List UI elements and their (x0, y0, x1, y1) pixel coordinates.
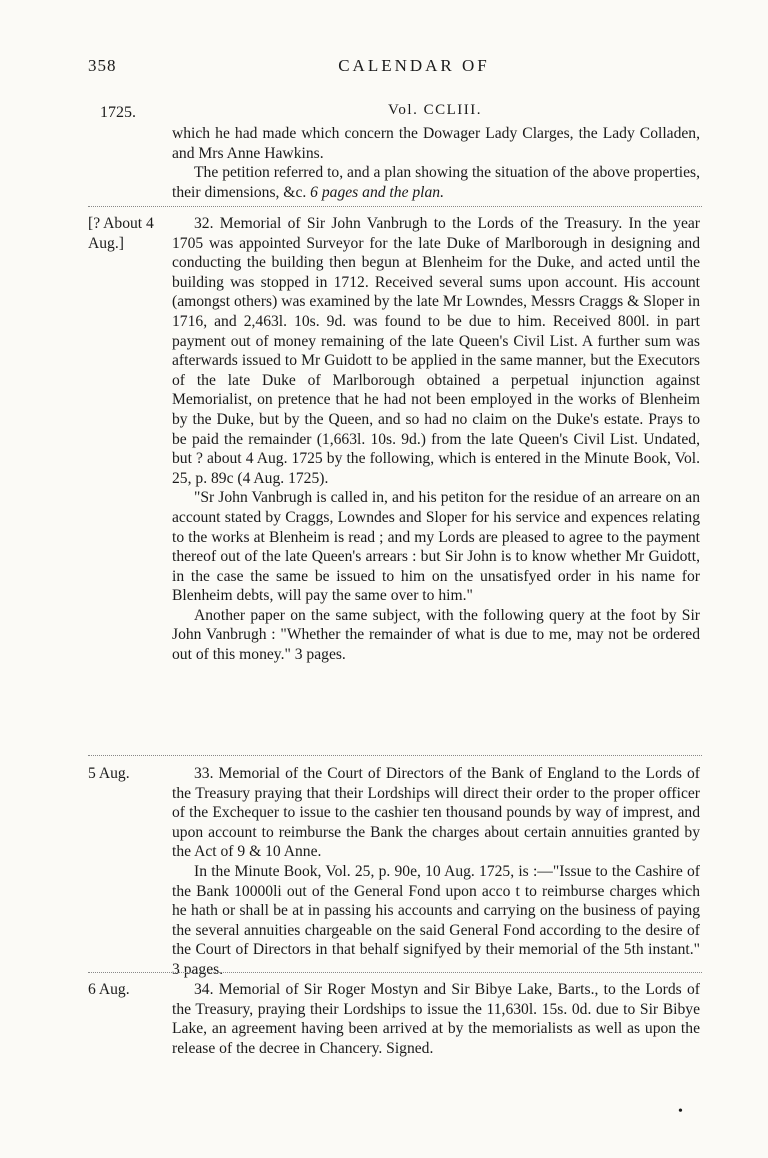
divider (88, 755, 702, 756)
entry-33 (172, 764, 700, 980)
page-number: 358 (88, 56, 117, 75)
volume-heading: Vol. CCLIII. (388, 102, 482, 118)
entry-33-memorial: 33. Memorial of the Court of Directors of the Bank of England to the Lords of the Treasury praying that their Lordships will direct their order to the proper officer of the Exchequer to issue to the cashier ten thousand pounds by way of imprest, and upon account to reimburse the Bank the charges about certain annuities granted by the Act of 9 & 10 Anne. (172, 765, 700, 861)
entry-34-date: 6 Aug. (88, 981, 130, 998)
continuation-paragraph-2 (172, 163, 700, 202)
entry-33-minute-quote: In the Minute Book, Vol. 25, p. 90e, 10 Aug. 1725, is :—"Issue to the Cashire of the Bank 10000li out of the General Fond upon acco t to reimburse charges which he hath or shall be at in passing his accounts and carrying on the business of paying the several annuities chargeable on the said General Fond according to the desire of the Court of Directors in that behalf signifyed by their memorial of the 5th instant." 3 pages. (172, 862, 700, 978)
entry-32-memorial: 32. Memorial of Sir John Vanbrugh to the Lords of the Treasury. In the year 1705 was appointed Surveyor for the late Duke of Marlborough in designing and conducting the building then begun at Blenheim for the Duke, and acted until the building was stopped in 1712. Received several sums upon account. His account (amongst others) was examined by the late Mr Lowndes, Messrs Craggs & Sloper in 1716, and 2,463l. 10s. 9d. was found to be due to him. Received 800l. in part payment out of money remaining of the late Queen's Civil List. A further sum was afterwards issued to Mr Guidott to be applied in the same manner, but the Executors of the late Duke of Marlborough obtained a perpetual injunction against Memorialist, on pretence that he had not been employed in the works of Blenheim by the Duke, but by the Queen, and so had no claim on the Duke's estate. Prays to be paid the remainder (1,663l. 10s. 9d.) from the late Queen's Civil List. Undated, but ? about 4 Aug. 1725 by the following, which is entered in the Minute Book, Vol. 25, p. 89c (4 Aug. 1725). (172, 215, 700, 487)
divider (88, 206, 702, 207)
entry-32-another-paper: Another paper on the same subject, with the following query at the foot by Sir John Vanbrugh : "Whether the remainder of what is due to me, may not be ordered out of this money." 3 pages. (172, 606, 700, 664)
year-margin: 1725. (100, 104, 136, 121)
entry-32-minute-quote: "Sr John Vanbrugh is called in, and his petiton for the residue of an arreare on an account stated by Craggs, Lowndes and Sloper for his service and expences relating to the works at Blenheim is read ; and my Lords are pleased to agree to the payment thereof out of the late Queen's arrears : but Sir John is to know whether Mr Guidott, in the case the same be issued to him on the unsatisfyed order in his name for Blenheim debts, will pay the same over to him." (172, 489, 700, 605)
continuation-paragraph: which he had made which concern the Dowager Lady Clarges, the Lady Colladen, and Mrs Anne Hawkins. (172, 125, 700, 162)
entry-33-date: 5 Aug. (88, 765, 130, 782)
continuation-text: The petition referred to, and a plan showing the situation of the above properties, their dimensions, &c. (172, 164, 700, 201)
running-title: CALENDAR OF (338, 56, 490, 75)
page-count: 6 pages and the plan. (310, 183, 445, 201)
entry-32-date: [? About 4 Aug.] (88, 215, 154, 252)
divider (88, 972, 702, 973)
entry-34 (172, 980, 700, 1058)
entry-32 (172, 214, 700, 665)
continuation-block (172, 124, 700, 202)
page-mark: • (678, 1104, 683, 1119)
entry-34-memorial: 34. Memorial of Sir Roger Mostyn and Sir Bibye Lake, Barts., to the Lords of the Treasury, praying their Lordships to issue the 11,630l. 15s. 0d. due to Sir Bibye Lake, an agreement having been arrived at by the memorialists as well as upon the release of the decree in Chancery. Signed. (172, 981, 700, 1057)
